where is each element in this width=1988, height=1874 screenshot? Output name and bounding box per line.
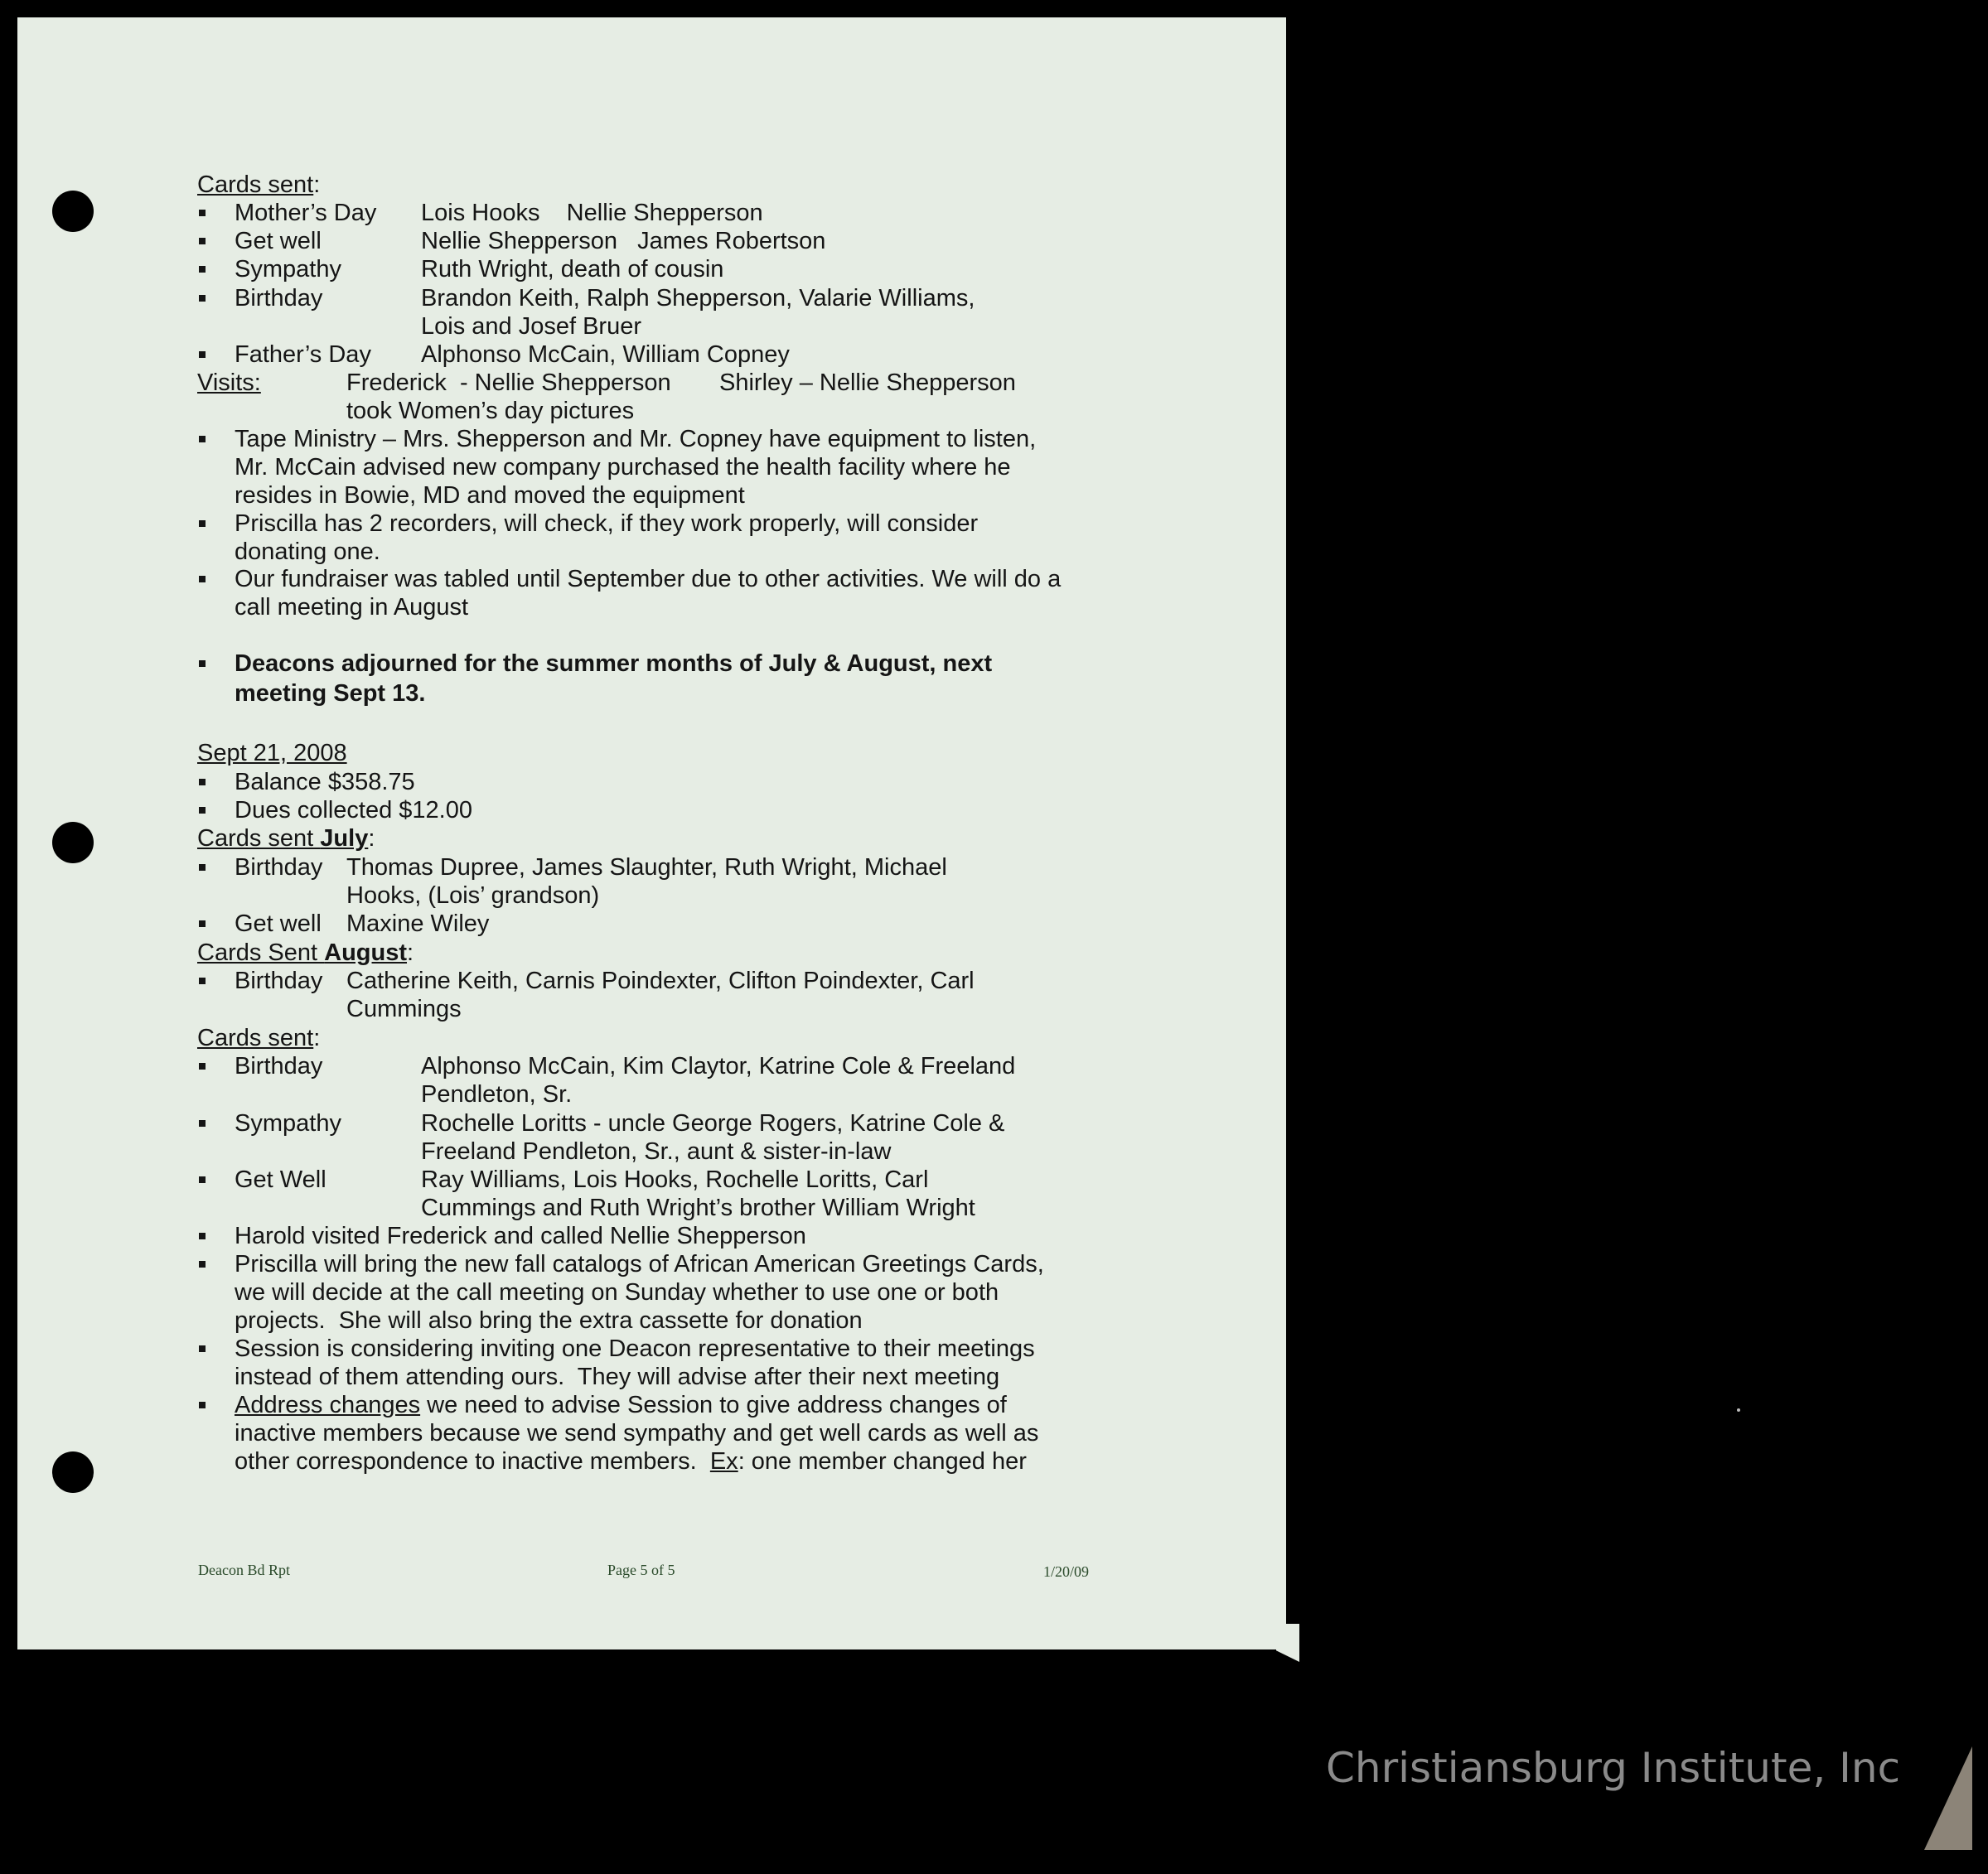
punch-hole-top [52,191,94,232]
footer-page-number: Page 5 of 5 [607,1562,675,1578]
card-names: Thomas Dupree, James Slaughter, Ruth Wright, Michael [346,854,947,881]
note-line: Priscilla has 2 recorders, will check, if they work properly, will consider [235,510,979,537]
note-line: instead of them attending ours. They will advise after their next meeting [235,1364,1000,1390]
bullet [199,920,206,927]
section-heading: Cards sent July: [197,825,375,852]
balance: Balance $358.75 [235,769,415,795]
card-type: Birthday [235,285,323,312]
note-line: we will decide at the call meeting on Sunday whether to use one or both [235,1279,999,1306]
bullet [199,1120,206,1127]
note-line: other correspondence to inactive members. Ex: one member changed her [235,1448,1027,1475]
card-type: Mother’s Day [235,200,377,226]
meeting-date: Sept 21, 2008 [197,740,347,766]
card-names: Cummings and Ruth Wright’s brother William Wright [421,1195,975,1221]
bullet [199,520,206,527]
bullet [199,1063,206,1070]
card-type: Get well [235,910,322,937]
card-type: Birthday [235,854,323,881]
visit-entry: took Women’s day pictures [346,398,635,424]
bullet [199,1233,206,1239]
paper-corner [1276,1624,1299,1662]
adjourned-line: Deacons adjourned for the summer months of July & August, next [235,650,993,677]
scan-speck [1737,1408,1740,1412]
card-names: Lois and Josef Bruer [421,313,641,340]
bullet [199,1345,206,1352]
bullet [199,864,206,871]
bullet [199,978,206,984]
note-line: Priscilla will bring the new fall catalogs of African American Greetings Cards, [235,1251,1044,1278]
note-line: resides in Bowie, MD and moved the equipment [235,482,745,509]
card-names: Brandon Keith, Ralph Shepperson, Valarie Williams, [421,285,975,312]
visits-heading: Visits: [197,369,261,396]
card-names: Alphonso McCain, William Copney [421,341,790,368]
card-type: Get Well [235,1166,326,1193]
card-type: Sympathy [235,256,341,283]
bullet [199,1176,206,1183]
note-line: Tape Ministry – Mrs. Shepperson and Mr. Copney have equipment to listen, [235,426,1037,452]
note-line: Harold visited Frederick and called Nellie Shepperson [235,1223,806,1249]
bullet [199,266,206,273]
dues-collected: Dues collected $12.00 [235,797,472,823]
card-names: Lois Hooks Nellie Shepperson [421,200,763,226]
note-line: call meeting in August [235,594,469,621]
punch-hole-middle [52,822,94,863]
note-line: inactive members because we send sympathy and get well cards as well as [235,1420,1039,1447]
card-names: Cummings [346,996,462,1022]
footer-left: Deacon Bd Rpt [198,1562,290,1578]
note-line: Mr. McCain advised new company purchased the health facility where he [235,454,1011,481]
bullet [199,436,206,442]
bullet [199,210,206,216]
bullet [199,807,206,814]
card-type: Birthday [235,968,323,994]
card-type: Get well [235,228,322,254]
note-line: donating one. [235,539,380,565]
card-names: Catherine Keith, Carnis Poindexter, Clifton Poindexter, Carl [346,968,975,994]
card-names: Ruth Wright, death of cousin [421,256,724,283]
watermark-triangle-icon [1924,1746,1972,1850]
card-names: Pendleton, Sr. [421,1081,573,1108]
adjourned-line: meeting Sept 13. [235,680,426,707]
card-type: Sympathy [235,1110,341,1137]
note-line: projects. She will also bring the extra cassette for donation [235,1307,863,1334]
visit-entry: Frederick - Nellie Shepperson [346,369,671,396]
bullet [199,238,206,244]
watermark: Christiansburg Institute, Inc [1326,1744,1901,1792]
section-heading: Cards sent: [197,1025,321,1051]
bullet [199,576,206,582]
section-heading: Cards Sent August: [197,939,414,966]
note-line: Session is considering inviting one Deacon representative to their meetings [235,1335,1035,1362]
card-names: Freeland Pendleton, Sr., aunt & sister-in-law [421,1138,892,1165]
bullet [199,1261,206,1268]
card-names: Hooks, (Lois’ grandson) [346,882,600,909]
card-names: Alphonso McCain, Kim Claytor, Katrine Cole & Freeland [421,1053,1016,1079]
bullet [199,295,206,302]
note-line: Our fundraiser was tabled until September due to other activities. We will do a [235,566,1062,592]
card-names: Ray Williams, Lois Hooks, Rochelle Loritts, Carl [421,1166,929,1193]
card-type: Father’s Day [235,341,371,368]
bullet [199,1402,206,1408]
card-names: Maxine Wiley [346,910,490,937]
section-heading: Cards sent: [197,171,321,198]
card-type: Birthday [235,1053,323,1079]
card-names: Rochelle Loritts - uncle George Rogers, Katrine Cole & [421,1110,1005,1137]
punch-hole-bottom [52,1451,94,1493]
bullet [199,660,206,667]
bullet [199,779,206,785]
note-line: Address changes we need to advise Session to give address changes of [235,1392,1007,1418]
visit-entry: Shirley – Nellie Shepperson [719,369,1016,396]
card-names: Nellie Shepperson James Robertson [421,228,826,254]
bullet [199,351,206,358]
footer-date: 1/20/09 [1043,1563,1090,1580]
